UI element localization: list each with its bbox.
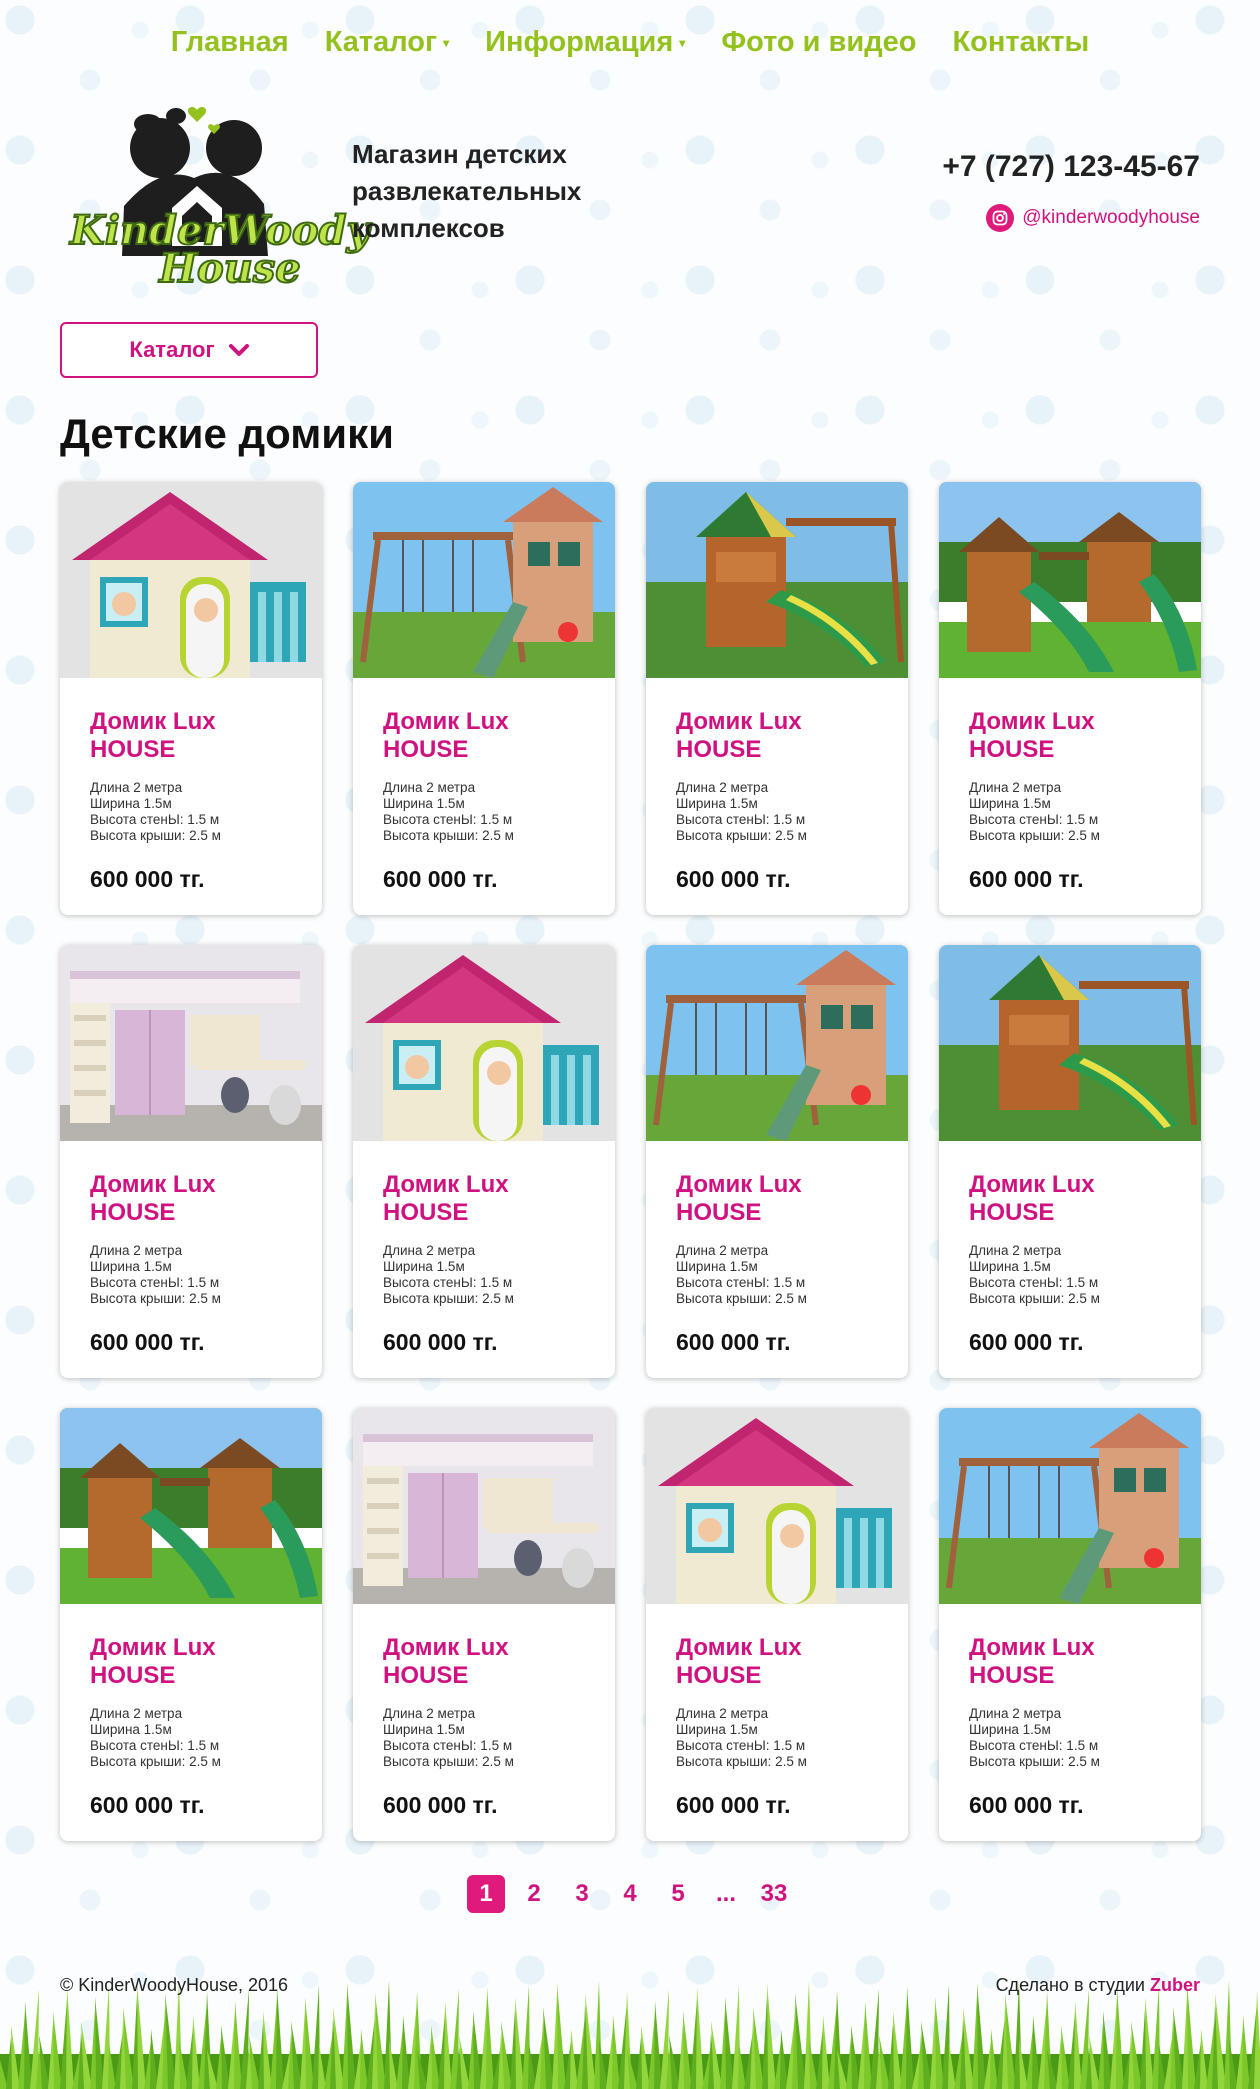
spec-length: Длина 2 метра — [90, 780, 183, 795]
catalog-button-label: Каталог — [129, 337, 215, 362]
spec-wall-height: Высота стенЫ: 1.5 м — [90, 1275, 220, 1290]
page-link-4[interactable]: 4 — [623, 1880, 637, 1907]
product-price: 600 000 тг. — [676, 1792, 791, 1818]
product-title-line-1: Домик Lux — [90, 1634, 216, 1661]
spec-length: Длина 2 метра — [383, 780, 476, 795]
spec-wall-height: Высота стенЫ: 1.5 м — [676, 1738, 806, 1753]
product-title-line-1: Домик Lux — [676, 1171, 802, 1198]
nav-item-label: Информация — [485, 26, 674, 58]
spec-width: Ширина 1.5м — [383, 796, 465, 811]
instagram-link[interactable] — [986, 204, 1200, 232]
product-card-body — [353, 708, 615, 893]
spec-width: Ширина 1.5м — [969, 1259, 1051, 1274]
product-title[interactable] — [90, 1634, 292, 1690]
nav-item-label: Фото и видео — [721, 26, 917, 58]
product-title-line-2: HOUSE — [969, 1199, 1055, 1226]
site-logo[interactable] — [64, 86, 370, 296]
product-title-line-2: HOUSE — [383, 1662, 469, 1689]
product-title-line-2: HOUSE — [90, 1199, 176, 1226]
spec-width: Ширина 1.5м — [676, 796, 758, 811]
spec-roof-height: Высота крыши: 2.5 м — [383, 1754, 514, 1769]
spec-width: Ширина 1.5м — [969, 1722, 1051, 1737]
spec-width: Ширина 1.5м — [90, 796, 172, 811]
product-title-line-1: Домик Lux — [383, 1634, 509, 1661]
page-link-33[interactable]: 33 — [760, 1880, 788, 1907]
nav-item-2[interactable] — [485, 26, 685, 59]
product-specs — [676, 1706, 878, 1770]
spec-roof-height: Высота крыши: 2.5 м — [676, 828, 807, 843]
product-price: 600 000 тг. — [969, 1329, 1084, 1355]
studio-link[interactable]: Zuber — [1149, 1975, 1200, 1995]
spec-length: Длина 2 метра — [676, 780, 769, 795]
spec-roof-height: Высота крыши: 2.5 м — [90, 1291, 221, 1306]
spec-roof-height: Высота крыши: 2.5 м — [969, 1754, 1100, 1769]
footer-credit — [996, 1975, 1200, 1996]
page-link-5[interactable]: 5 — [671, 1880, 685, 1907]
tagline-line-1: Магазин детских — [352, 139, 567, 169]
product-title-line-1: Домик Lux — [969, 1634, 1095, 1661]
nav-item-label: Каталог — [324, 26, 438, 58]
product-card[interactable] — [60, 945, 322, 1378]
product-specs — [676, 780, 878, 844]
product-title-line-2: HOUSE — [969, 1662, 1055, 1689]
product-title[interactable] — [969, 708, 1171, 764]
product-title-line-1: Домик Lux — [676, 708, 802, 735]
product-image[interactable] — [646, 482, 908, 678]
product-image[interactable] — [939, 945, 1201, 1141]
product-card-body — [939, 1171, 1201, 1356]
product-card-body — [353, 1634, 615, 1819]
spec-roof-height: Высота крыши: 2.5 м — [969, 1291, 1100, 1306]
product-price: 600 000 тг. — [90, 1792, 205, 1818]
product-specs — [90, 1243, 292, 1307]
product-image[interactable] — [353, 945, 615, 1141]
nav-item-label: Главная — [170, 26, 289, 58]
caret-down-icon: ▾ — [679, 35, 686, 50]
product-card-body — [646, 1171, 908, 1356]
product-card[interactable] — [939, 482, 1201, 915]
site-tagline — [352, 136, 652, 247]
logo-wordmark — [70, 207, 370, 292]
product-price: 600 000 тг. — [383, 1792, 498, 1818]
page-link-2[interactable]: 2 — [527, 1880, 541, 1907]
product-card-body — [939, 708, 1201, 893]
product-image[interactable] — [353, 1408, 615, 1604]
product-title-line-2: HOUSE — [676, 1199, 762, 1226]
logo-line-2: House — [159, 245, 301, 292]
nav-item-0[interactable] — [171, 26, 289, 59]
spec-width: Ширина 1.5м — [383, 1259, 465, 1274]
spec-length: Длина 2 метра — [676, 1243, 769, 1258]
product-specs — [383, 1706, 585, 1770]
product-image[interactable] — [353, 482, 615, 678]
product-card[interactable] — [353, 1408, 615, 1841]
product-price: 600 000 тг. — [383, 866, 498, 892]
product-title-line-1: Домик Lux — [969, 1171, 1095, 1198]
product-title[interactable] — [383, 1171, 585, 1227]
product-specs — [383, 780, 585, 844]
product-title-line-2: HOUSE — [383, 1199, 469, 1226]
footer-copyright: © KinderWoodyHouse, 2016 — [60, 1975, 289, 1995]
product-grid — [60, 482, 1200, 1841]
spec-roof-height: Высота крыши: 2.5 м — [383, 828, 514, 843]
product-specs — [969, 1243, 1171, 1307]
product-specs — [90, 780, 292, 844]
spec-length: Длина 2 метра — [383, 1243, 476, 1258]
spec-length: Длина 2 метра — [969, 780, 1062, 795]
product-image[interactable] — [60, 1408, 322, 1604]
spec-wall-height: Высота стенЫ: 1.5 м — [90, 812, 220, 827]
product-price: 600 000 тг. — [969, 866, 1084, 892]
product-specs — [969, 780, 1171, 844]
phone-number[interactable]: +7 (727) 123-45-67 — [942, 150, 1200, 183]
page-link-1[interactable]: 1 — [467, 1875, 505, 1913]
product-title-line-1: Домик Lux — [383, 708, 509, 735]
spec-width: Ширина 1.5м — [90, 1259, 172, 1274]
product-title-line-2: HOUSE — [676, 736, 762, 763]
spec-roof-height: Высота крыши: 2.5 м — [676, 1754, 807, 1769]
product-specs — [383, 1243, 585, 1307]
page-link-3[interactable]: 3 — [575, 1880, 589, 1907]
spec-wall-height: Высота стенЫ: 1.5 м — [90, 1738, 220, 1753]
spec-length: Длина 2 метра — [90, 1706, 183, 1721]
spec-wall-height: Высота стенЫ: 1.5 м — [676, 812, 806, 827]
product-title-line-2: HOUSE — [90, 1662, 176, 1689]
spec-width: Ширина 1.5м — [676, 1722, 758, 1737]
product-card[interactable] — [939, 945, 1201, 1378]
product-card-body — [60, 1171, 322, 1356]
product-card[interactable] — [646, 1408, 908, 1841]
product-card[interactable] — [60, 1408, 322, 1841]
spec-roof-height: Высота крыши: 2.5 м — [969, 828, 1100, 843]
instagram-handle: @kinderwoodyhouse — [1022, 207, 1200, 228]
product-title[interactable] — [969, 1171, 1171, 1227]
tagline-line-2: развлекательных — [352, 176, 582, 206]
spec-width: Ширина 1.5м — [383, 1722, 465, 1737]
nav-item-1[interactable] — [325, 26, 449, 59]
product-title[interactable] — [969, 1634, 1171, 1690]
nav-item-3[interactable] — [721, 26, 916, 59]
product-title-line-1: Домик Lux — [90, 708, 216, 735]
product-title-line-2: HOUSE — [676, 1662, 762, 1689]
spec-wall-height: Высота стенЫ: 1.5 м — [676, 1275, 806, 1290]
pagination-ellipsis: ... — [715, 1880, 736, 1907]
product-title-line-1: Домик Lux — [969, 708, 1095, 735]
spec-length: Длина 2 метра — [90, 1243, 183, 1258]
spec-length: Длина 2 метра — [676, 1706, 769, 1721]
product-card[interactable] — [646, 945, 908, 1378]
logo-line-1: KinderWoody — [70, 207, 370, 254]
nav-item-label: Контакты — [952, 26, 1090, 58]
catalog-dropdown-button[interactable] — [60, 322, 318, 378]
product-image[interactable] — [646, 945, 908, 1141]
pagination — [0, 1875, 1260, 1913]
spec-wall-height: Высота стенЫ: 1.5 м — [383, 1738, 513, 1753]
spec-length: Длина 2 метра — [969, 1243, 1062, 1258]
product-price: 600 000 тг. — [383, 1329, 498, 1355]
product-card-body — [646, 1634, 908, 1819]
tagline-line-3: комплексов — [352, 213, 505, 243]
product-title-line-1: Домик Lux — [676, 1634, 802, 1661]
spec-wall-height: Высота стенЫ: 1.5 м — [969, 812, 1099, 827]
caret-down-icon: ▾ — [443, 35, 450, 50]
spec-width: Ширина 1.5м — [90, 1722, 172, 1737]
product-title-line-2: HOUSE — [383, 736, 469, 763]
product-card[interactable] — [646, 482, 908, 915]
product-price: 600 000 тг. — [969, 1792, 1084, 1818]
product-card[interactable] — [939, 1408, 1201, 1841]
nav-item-4[interactable] — [952, 26, 1089, 59]
product-image[interactable] — [939, 482, 1201, 678]
spec-wall-height: Высота стенЫ: 1.5 м — [969, 1275, 1099, 1290]
product-card[interactable] — [60, 482, 322, 915]
spec-roof-height: Высота крыши: 2.5 м — [90, 1754, 221, 1769]
product-price: 600 000 тг. — [676, 1329, 791, 1355]
product-image[interactable] — [60, 945, 322, 1141]
product-specs — [969, 1706, 1171, 1770]
product-specs — [676, 1243, 878, 1307]
spec-wall-height: Высота стенЫ: 1.5 м — [383, 812, 513, 827]
product-title[interactable] — [676, 1171, 878, 1227]
product-title[interactable] — [383, 1634, 585, 1690]
spec-roof-height: Высота крыши: 2.5 м — [676, 1291, 807, 1306]
product-price: 600 000 тг. — [676, 866, 791, 892]
spec-wall-height: Высота стенЫ: 1.5 м — [969, 1738, 1099, 1753]
product-card[interactable] — [353, 945, 615, 1378]
product-card[interactable] — [353, 482, 615, 915]
product-title[interactable] — [676, 708, 878, 764]
product-card-body — [353, 1171, 615, 1356]
product-card-body — [939, 1634, 1201, 1819]
spec-width: Ширина 1.5м — [969, 796, 1051, 811]
product-title-line-2: HOUSE — [90, 736, 176, 763]
spec-width: Ширина 1.5м — [676, 1259, 758, 1274]
chevron-down-icon — [229, 343, 249, 357]
spec-roof-height: Высота крыши: 2.5 м — [383, 1291, 514, 1306]
product-price: 600 000 тг. — [90, 1329, 205, 1355]
page-title: Детские домики — [60, 410, 394, 457]
product-specs — [90, 1706, 292, 1770]
spec-roof-height: Высота крыши: 2.5 м — [90, 828, 221, 843]
product-title[interactable] — [383, 708, 585, 764]
product-card-body — [60, 1634, 322, 1819]
main-nav — [0, 26, 1260, 59]
spec-wall-height: Высота стенЫ: 1.5 м — [383, 1275, 513, 1290]
product-title[interactable] — [90, 1171, 292, 1227]
product-image[interactable] — [60, 482, 322, 678]
product-title-line-1: Домик Lux — [383, 1171, 509, 1198]
instagram-icon — [986, 204, 1014, 232]
credit-prefix: Сделано в студии — [995, 1975, 1145, 1995]
product-title-line-2: HOUSE — [969, 736, 1055, 763]
product-price: 600 000 тг. — [90, 866, 205, 892]
spec-length: Длина 2 метра — [969, 1706, 1062, 1721]
product-title[interactable] — [90, 708, 292, 764]
product-image[interactable] — [939, 1408, 1201, 1604]
product-title-line-1: Домик Lux — [90, 1171, 216, 1198]
product-title[interactable] — [676, 1634, 878, 1690]
product-card-body — [646, 708, 908, 893]
spec-length: Длина 2 метра — [383, 1706, 476, 1721]
product-card-body — [60, 708, 322, 893]
product-image[interactable] — [646, 1408, 908, 1604]
